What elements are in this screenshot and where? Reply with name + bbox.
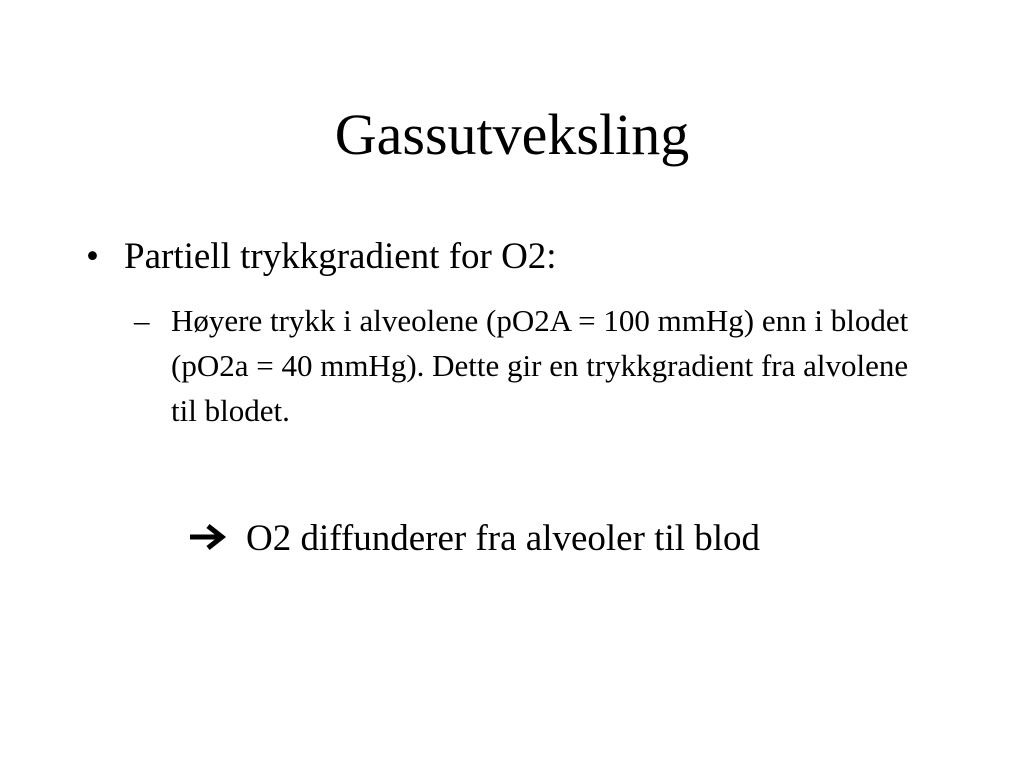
bullet-text: Partiell trykkgradient for O2:	[124, 236, 557, 277]
sub-bullet-text: Høyere trykk i alveolene (pO2A = 100 mmHg) enn i blodet (pO2a = 40 mmHg). Dette gir en trykkgradient fra alvolene til blodet.	[171, 303, 909, 428]
conclusion-text: O2 diffunderer fra alveoler til blod	[246, 518, 761, 559]
slide-title: Gassutveksling	[334, 102, 690, 167]
bullet-item	[86, 232, 966, 282]
sub-bullet-marker: –	[134, 303, 150, 338]
bullet-marker: •	[86, 236, 99, 277]
right-arrow-icon	[188, 522, 228, 552]
sub-bullet-item	[134, 298, 934, 433]
conclusion-line	[188, 514, 988, 564]
